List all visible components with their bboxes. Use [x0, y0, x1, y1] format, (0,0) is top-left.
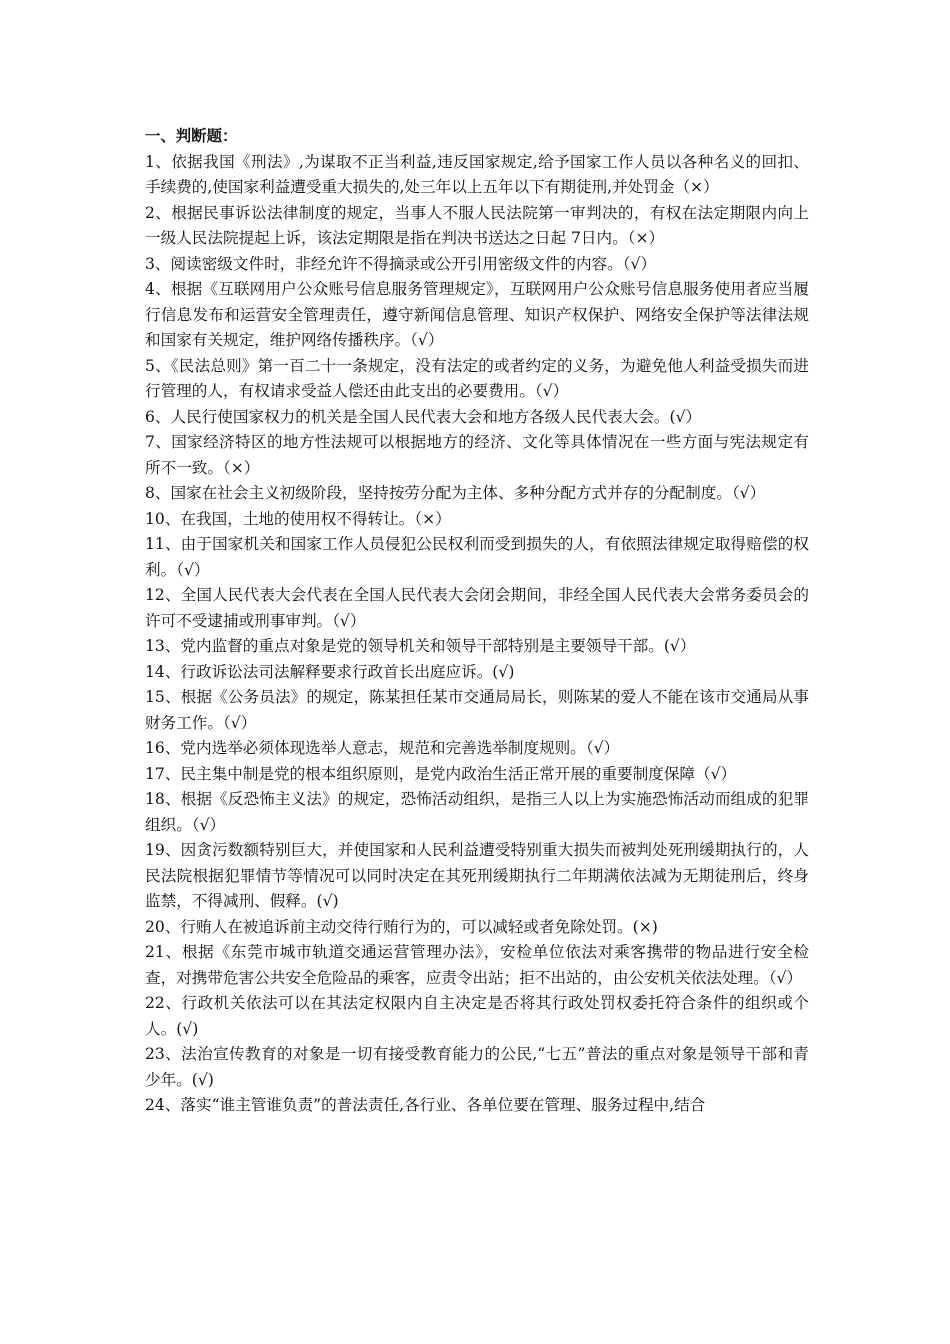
question-item: 13、党内监督的重点对象是党的领导机关和领导干部特别是主要领导干部。(√） [145, 637, 696, 655]
section-title: 一、判断题： [145, 127, 238, 145]
question-item: 8、国家在社会主义初级阶段，坚持按劳分配为主体、多种分配方式并存的分配制度。（√） [145, 484, 766, 502]
question-item: 6、人民行使国家权力的机关是全国人民代表大会和地方各级人民代表大会。(√） [145, 407, 702, 426]
question-item: 24、落实“谁主管谁负责”的普法责任,各行业、各单位要在管理、服务过程中,结合 [145, 1096, 706, 1114]
question-item: 14、行政诉讼法司法解释要求行政首长出庭应诉。(√) [145, 662, 515, 681]
question-item: 15、根据《公务员法》的规定，陈某担任某市交通局局长，则陈某的爱人不能在该市交通局从事财务工作。（√） [145, 688, 809, 732]
question-item: 23、法治宣传教育的对象是一切有接受教育能力的公民,“七五”普法的重点对象是领导干部和青少年。(√) [145, 1045, 809, 1089]
question-item: 18、根据《反恐怖主义法》的规定，恐怖活动组织，是指三人以上为实施恐怖活动而组成的犯罪组织。（√） [145, 790, 809, 834]
question-item: 10、在我国，土地的使用权不得转让。（×） [145, 509, 451, 528]
question-item: 16、党内选举必须体现选举人意志，规范和完善选举制度规则。（√） [145, 739, 620, 757]
question-item: 11、由于国家机关和国家工作人员侵犯公民权利而受到损失的人，有依照法律规定取得赔偿的权利。（√） [145, 535, 809, 579]
question-item: 5、《民法总则》第一百二十一条规定，没有法定的或者约定的义务，为避免他人利益受损失而进行管理的人，有权请求受益人偿还由此支出的必要费用。（√） [145, 356, 809, 400]
question-item: 4、根据《互联网用户公众账号信息服务管理规定》，互联网用户公众账号信息服务使用者应当履行信息发布和运营安全管理责任，遵守新闻信息管理、知识产权保护、网络安全保护等法律法规和国家有关规定，维护网络传播秩序。（√） [145, 280, 809, 349]
question-item: 19、因贪污数额特别巨大，并使国家和人民利益遭受特别重大损失而被判处死刑缓期执行的，人民法院根据犯罪情节等情况可以同时决定在其死刑缓期执行二年期满依法减为无期徒刑后，终身监禁，不得减刑、假释。(√) [145, 841, 809, 910]
question-item: 2、根据民事诉讼法律制度的规定，当事人不服人民法院第一审判决的，有权在法定期限内向上一级人民法院提起上诉，该法定期限是指在判决书送达之日起 7日内。（×） [145, 203, 809, 247]
question-item: 22、行政机关依法可以在其法定权限内自主决定是否将其行政处罚权委托符合条件的组织或个人。(√) [145, 994, 809, 1038]
question-item: 3、阅读密级文件时，非经允许不得摘录或公开引用密级文件的内容。（√） [145, 254, 657, 273]
question-item: 1、依据我国《刑法》,为谋取不正当利益,违反国家规定,给予国家工作人员以各种名义的回扣、手续费的,使国家利益遭受重大损失的,处三年以上五年以下有期徒刑,并处罚金（×） [145, 152, 809, 196]
question-item: 21、根据《东莞市城市轨道交通运营管理办法》，安检单位依法对乘客携带的物品进行安全检查，对携带危害公共安全危险品的乘客，应责令出站；拒不出站的，由公安机关依法处理。（√） [145, 943, 809, 987]
document-page [145, 124, 809, 1119]
question-item: 17、民主集中制是党的根本组织原则，是党内政治生活正常开展的重要制度保障（√） [145, 764, 737, 783]
question-item: 7、国家经济特区的地方性法规可以根据地方的经济、文化等具体情况在一些方面与宪法规定有所不一致。（×） [145, 433, 809, 477]
question-item: 12、全国人民代表大会代表在全国人民代表大会闭会期间，非经全国人民代表大会常务委员会的许可不受逮捕或刑事审判。（√） [145, 586, 809, 630]
question-item: 20、行贿人在被追诉前主动交待行贿行为的，可以减轻或者免除处罚。(×) [145, 917, 658, 936]
